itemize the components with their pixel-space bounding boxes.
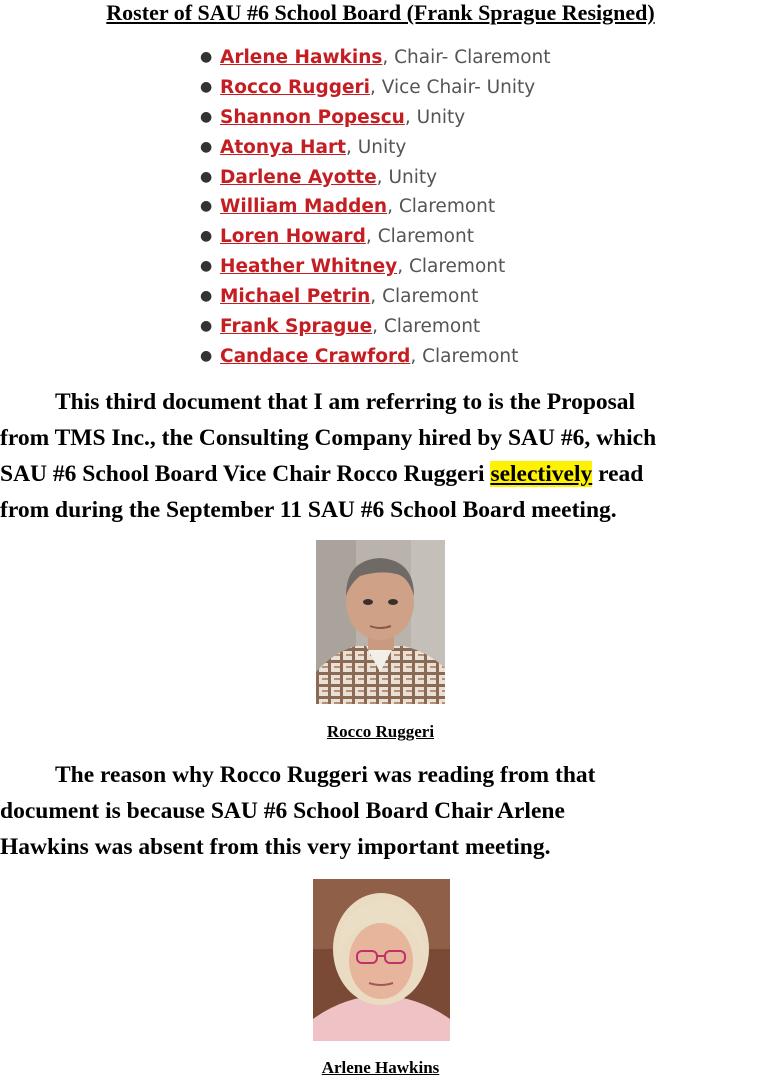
bullet-icon: ● bbox=[200, 347, 213, 364]
member-role: Claremont bbox=[382, 286, 479, 308]
page-title: Roster of SAU #6 School Board (Frank Sprague Resigned) bbox=[106, 0, 655, 25]
arlene-hawkins-photo bbox=[313, 879, 450, 1041]
bullet-icon: ● bbox=[200, 168, 213, 185]
list-item: ● Atonya Hart, Unity bbox=[200, 133, 551, 163]
member-link[interactable]: Atonya Hart bbox=[220, 136, 346, 158]
member-link[interactable]: Arlene Hawkins bbox=[220, 47, 383, 68]
bullet-icon: ● bbox=[200, 288, 213, 305]
bullet-icon: ● bbox=[200, 198, 213, 215]
member-link[interactable]: Loren Howard bbox=[220, 226, 366, 248]
list-item: ● Darlene Ayotte, Unity bbox=[200, 163, 551, 193]
member-role: Claremont bbox=[398, 196, 496, 218]
member-role: Claremont bbox=[383, 316, 481, 338]
list-item: ● Arlene Hawkins, Chair- Claremont bbox=[200, 43, 551, 73]
member-role: Claremont bbox=[408, 256, 506, 278]
member-role: Vice Chair- Unity bbox=[381, 76, 536, 98]
list-item: ● Loren Howard, Claremont bbox=[200, 222, 551, 252]
portrait-image bbox=[316, 540, 445, 704]
list-item: ● Michael Petrin, Claremont bbox=[200, 282, 551, 312]
list-item: ● Candace Crawford, Claremont bbox=[200, 342, 551, 372]
list-item: ● William Madden, Claremont bbox=[200, 192, 551, 222]
member-link[interactable]: Rocco Ruggeri bbox=[220, 76, 370, 98]
member-role: Claremont bbox=[422, 345, 519, 367]
member-link[interactable]: Shannon Popescu bbox=[220, 106, 405, 128]
bullet-icon: ● bbox=[200, 228, 213, 245]
member-role: Unity bbox=[357, 136, 407, 158]
photo-caption-arlene: Arlene Hawkins bbox=[321, 1058, 440, 1077]
list-item: ● Frank Sprague, Claremont bbox=[200, 312, 551, 342]
member-role: Claremont bbox=[377, 226, 474, 248]
bullet-icon: ● bbox=[200, 318, 213, 335]
member-link[interactable]: Darlene Ayotte bbox=[220, 166, 377, 188]
list-item: ● Heather Whitney, Claremont bbox=[200, 252, 551, 282]
member-role: Unity bbox=[388, 166, 438, 188]
member-link[interactable]: William Madden bbox=[220, 196, 388, 218]
member-role: Unity bbox=[416, 106, 466, 128]
board-roster-list bbox=[200, 43, 551, 372]
highlighted-word: selectively bbox=[490, 461, 593, 487]
member-link[interactable]: Heather Whitney bbox=[220, 256, 398, 278]
paragraph-tms-proposal: This third document that I am referring to is the Proposal from TMS Inc., the Consulting Company hired by SAU #6, which SAU #6 School Board Vice Chair Rocco Ruggeri selectively read from during the September 11 SAU #6 School Board meeting. bbox=[0, 389, 657, 523]
portrait-image bbox=[313, 879, 450, 1041]
bullet-icon: ● bbox=[200, 138, 213, 155]
list-item: ● Rocco Ruggeri, Vice Chair- Unity bbox=[200, 73, 551, 103]
photo-caption-rocco: Rocco Ruggeri bbox=[326, 722, 435, 741]
bullet-icon: ● bbox=[200, 49, 213, 65]
member-link[interactable]: Candace Crawford bbox=[220, 345, 411, 367]
rocco-ruggeri-photo bbox=[316, 540, 445, 704]
bullet-icon: ● bbox=[200, 108, 213, 125]
bullet-icon: ● bbox=[200, 258, 213, 275]
member-link[interactable]: Frank Sprague bbox=[220, 316, 373, 338]
list-item: ● Shannon Popescu, Unity bbox=[200, 103, 551, 133]
member-link[interactable]: Michael Petrin bbox=[220, 286, 371, 308]
member-role: Chair- Claremont bbox=[394, 47, 551, 68]
paragraph-absence: The reason why Rocco Ruggeri was reading from that document is because SAU #6 School Board Chair Arlene Hawkins was absent from this very important meeting. bbox=[0, 762, 596, 860]
bullet-icon: ● bbox=[200, 78, 213, 95]
